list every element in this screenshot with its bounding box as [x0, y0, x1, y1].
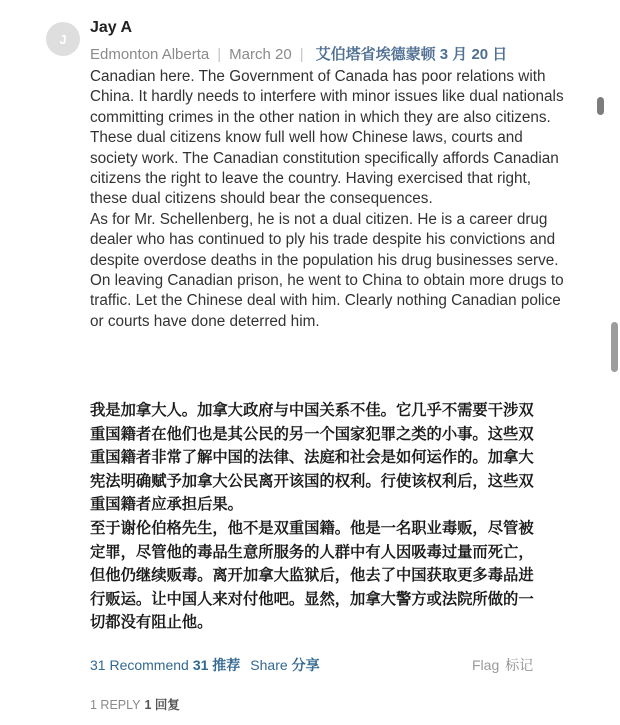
comment-paragraph: Canadian here. The Government of Canada has poor relations with China. It hardly needs to interfere with minor issues like dual nationals committing crimes in the other nation in which they are also citizens. These dual citizens know full well how Chinese laws, courts and society work. The Canadian constitution specifically affords Canadian citizens the right to leave the country. Having exercised that right, these dual citizens should bear the consequences.: [90, 68, 564, 208]
comment-body-chinese: [90, 399, 538, 635]
share-button[interactable]: Share: [250, 657, 288, 673]
comment-paragraph-cn: 至于谢伦伯格先生，他不是双重国籍。他是一名职业毒贩，尽管被定罪，尽管他的毒品生意所服务的人群中有人因吸毒过量而死亡，但他仍继续贩毒。离开加拿大监狱后，他去了中国获取更多毒品进行贩运。让中国人来对付他吧。显然，加拿大警方或法院所做的一切都没有阻止他。: [90, 519, 534, 632]
meta-translation: 艾伯塔省埃德蒙顿 3 月 20 日: [315, 46, 508, 63]
reply-translation: 1 回复: [144, 698, 180, 712]
flag-button[interactable]: Flag: [472, 657, 500, 673]
comment-paragraph: As for Mr. Schellenberg, he is not a dual citizen. He is a career drug dealer who has continued to ply his trade despite his convictions and despite overdose deaths in the population his drug businesses serve. On leaving Canadian prison, he went to China to obtain more drugs to traffic. Let the Chinese deal with him. Clearly nothing Canadian police or courts have done deterred him.: [90, 210, 564, 330]
comment-paragraph-cn: 我是加拿大人。加拿大政府与中国关系不佳。它几乎不需要干涉双重国籍者在他们也是其公民的另一个国家犯罪之类的小事。这些双重国籍者非常了解中国的法律、法庭和社会是如何运作的。加拿大宪法明确赋予加拿大公民离开该国的权利。行使该权利后，这些双重国籍者应承担后果。: [90, 402, 534, 514]
meta-separator: |: [299, 46, 304, 63]
flag-action: [472, 655, 533, 675]
comment-date: March 20: [229, 46, 292, 63]
comment-meta: [90, 43, 507, 64]
recommend-translation: 31 推荐: [192, 657, 241, 673]
author-name[interactable]: Jay A: [90, 19, 133, 36]
flag-translation: 标记: [505, 657, 534, 673]
share-translation: 分享: [291, 657, 320, 673]
scrollbar-thumb[interactable]: [611, 322, 618, 372]
avatar[interactable]: [46, 22, 80, 56]
author-location: Edmonton Alberta: [90, 46, 210, 63]
replies-toggle[interactable]: [90, 695, 180, 713]
meta-separator: |: [217, 46, 222, 63]
comment-body-english: [90, 67, 570, 332]
reply-count[interactable]: 1 REPLY: [90, 698, 141, 712]
avatar-initial: J: [59, 31, 67, 47]
recommend-button[interactable]: 31 Recommend: [90, 657, 189, 673]
scrollbar-thumb[interactable]: [597, 97, 604, 115]
